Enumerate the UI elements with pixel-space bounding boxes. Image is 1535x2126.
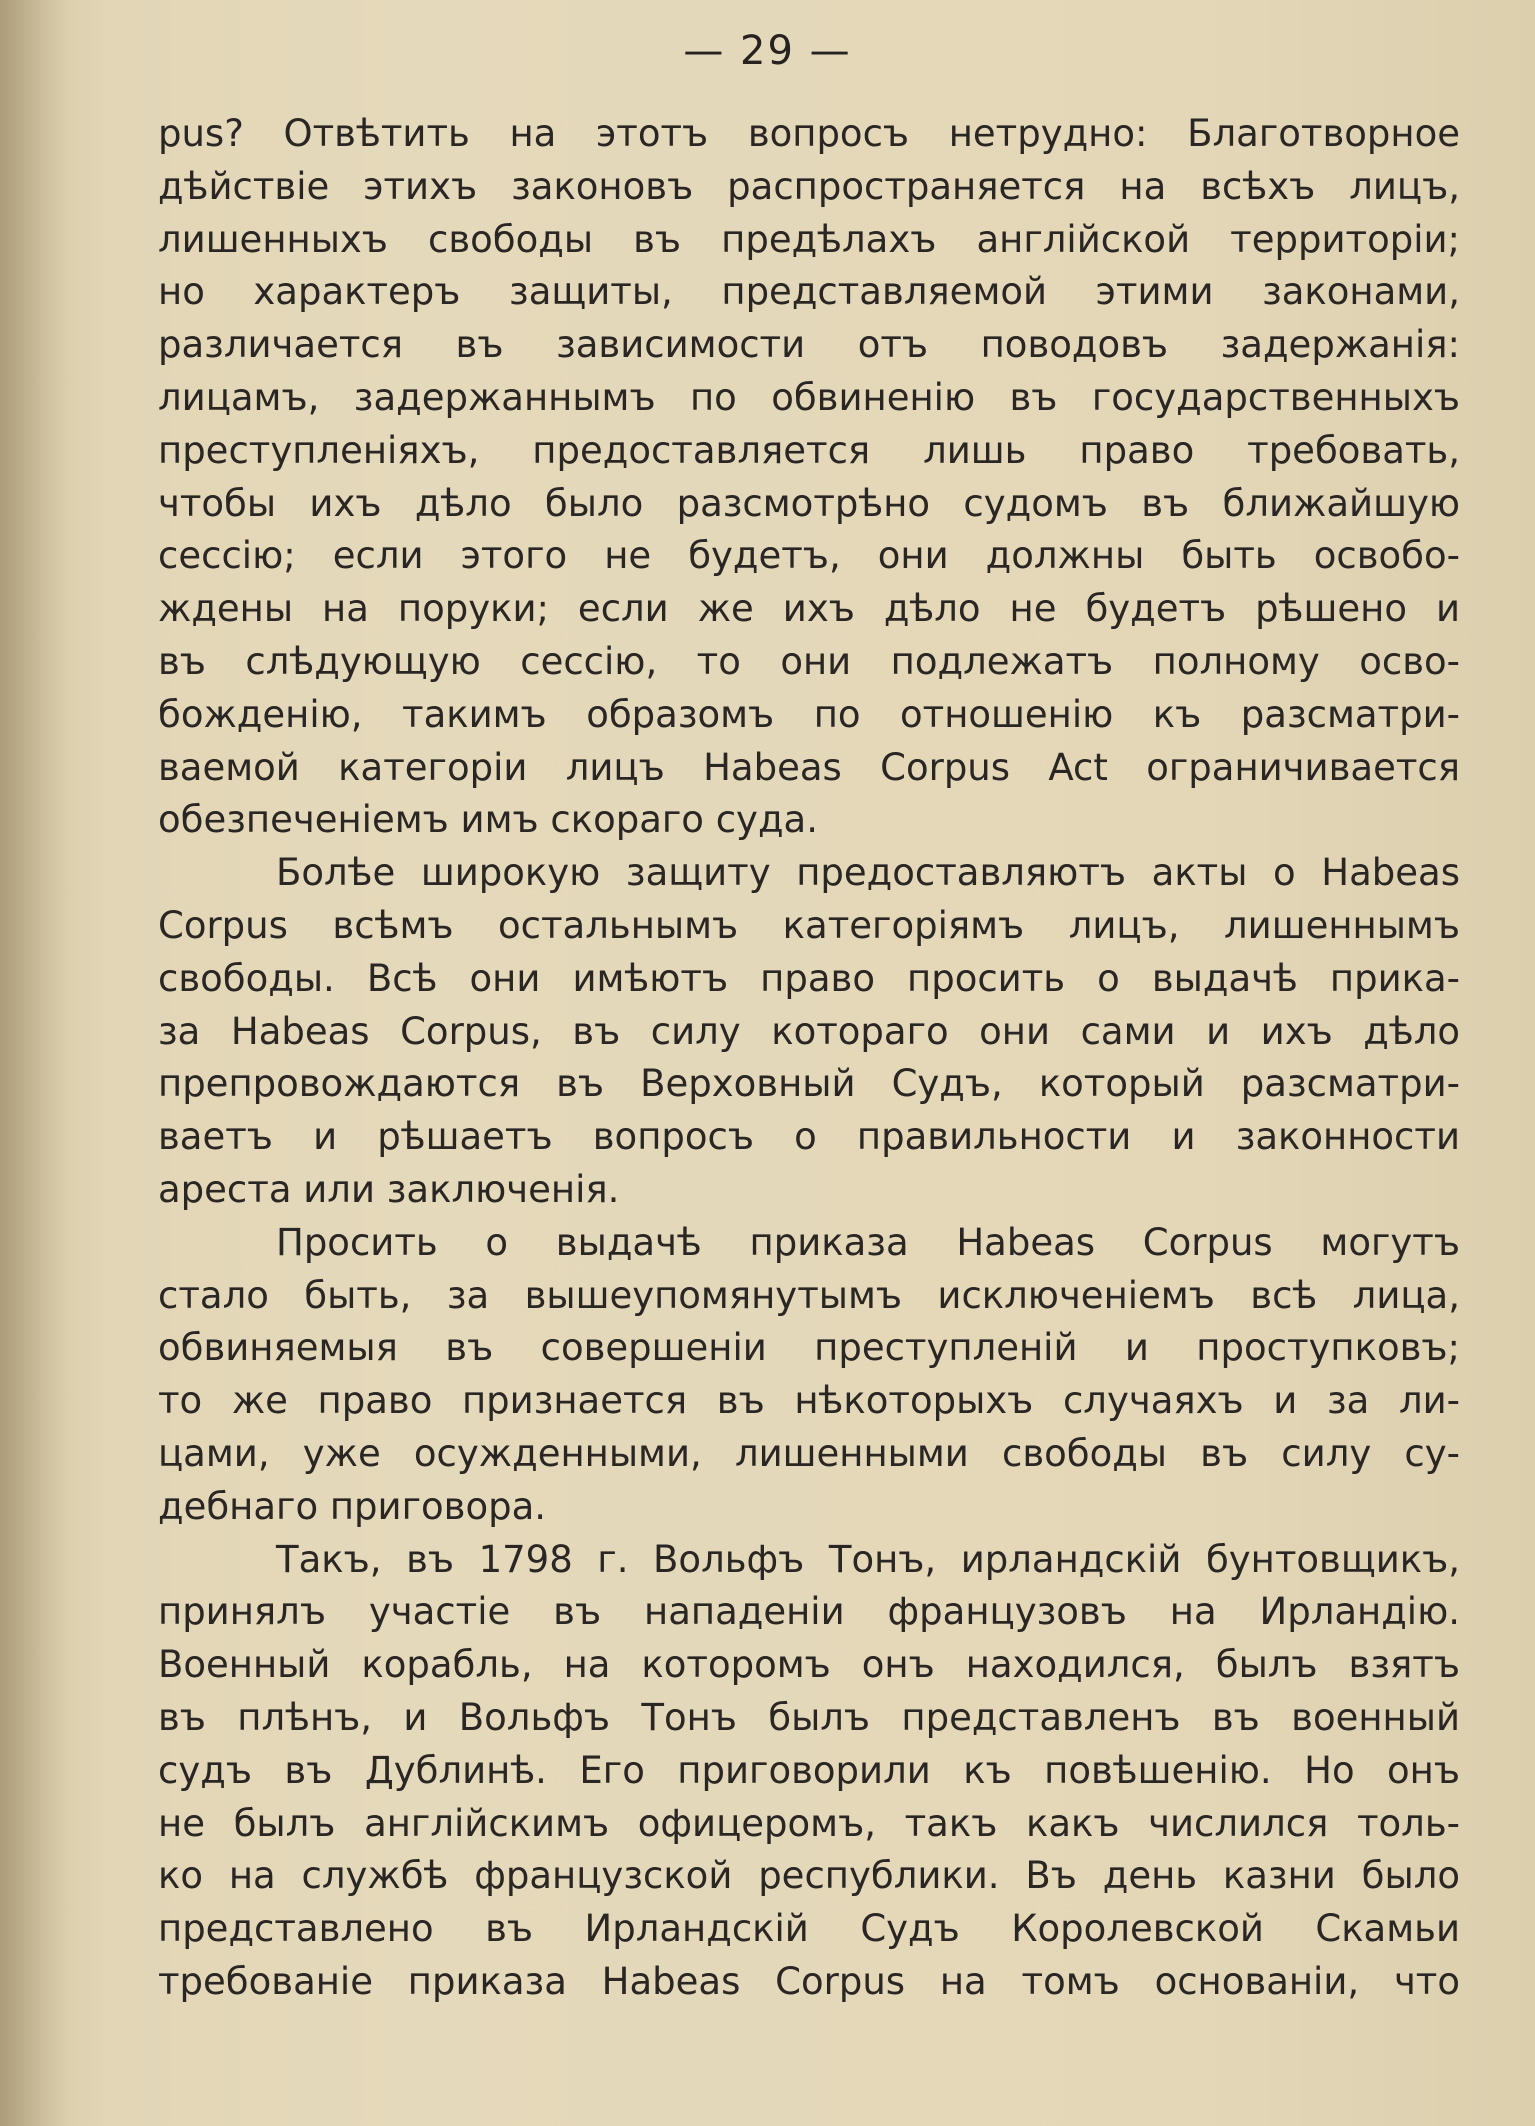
text-line: божденію, такимъ образомъ по отношенію къ разсматри- — [158, 692, 1460, 736]
text-line: ко на службѣ французской республики. Въ день казни было — [158, 1854, 1460, 1898]
text-line: требованіе приказа Habeas Corpus на томъ основаніи, что — [158, 1959, 1460, 2003]
body-text — [158, 108, 1460, 2009]
text-line: чтобы ихъ дѣло было разсмотрѣно судомъ въ ближайшую — [158, 481, 1460, 525]
text-line: но характеръ защиты, представляемой этими законами, — [158, 270, 1460, 314]
text-line: лишенныхъ свободы въ предѣлахъ англійской территоріи; — [158, 217, 1460, 261]
text-line: дѣйствіе этихъ законовъ распространяется на всѣхъ лицъ, — [158, 164, 1460, 208]
text-line: Военный корабль, на которомъ онъ находился, былъ взятъ — [158, 1643, 1460, 1687]
text-line: представлено въ Ирландскій Судъ Королевской Скамьи — [158, 1907, 1460, 1951]
text-line: различается въ зависимости отъ поводовъ задержанія: — [158, 323, 1460, 367]
text-line: свободы. Всѣ они имѣютъ право просить о выдачѣ прика- — [158, 956, 1460, 1000]
text-line: Просить о выдачѣ приказа Habeas Corpus могутъ — [276, 1220, 1460, 1264]
text-line: не былъ англійскимъ офицеромъ, такъ какъ числился толь- — [158, 1801, 1460, 1845]
text-line: преступленіяхъ, предоставляется лишь право требовать, — [158, 428, 1460, 472]
text-line: pus? Отвѣтить на этотъ вопросъ нетрудно: Благотворное — [158, 112, 1460, 155]
text-line: сессію; если этого не будетъ, они должны быть освобо- — [158, 534, 1460, 578]
text-line: за Habeas Corpus, въ силу котораго они сами и ихъ дѣло — [158, 1009, 1460, 1053]
text-line: ваетъ и рѣшаетъ вопросъ о правильности и законности — [158, 1115, 1460, 1159]
text-line: то же право признается въ нѣкоторыхъ случаяхъ и за ли- — [158, 1379, 1460, 1423]
text-line: въ слѣдующую сессію, то они подлежатъ полному осво- — [158, 639, 1460, 683]
text-line: дебнаго приговора. — [158, 1484, 547, 1528]
text-line: въ плѣнъ, и Вольфъ Тонъ былъ представленъ въ военный — [158, 1695, 1460, 1739]
text-line: ждены на поруки; если же ихъ дѣло не будетъ рѣшено и — [158, 587, 1460, 631]
text-line: лицамъ, задержаннымъ по обвиненію въ государственныхъ — [158, 375, 1460, 419]
text-line: цами, уже осужденными, лишенными свободы въ силу су- — [158, 1431, 1460, 1475]
page-number: — 29 — — [683, 28, 852, 74]
text-line: ареста или заключенія. — [158, 1167, 620, 1211]
text-line: принялъ участіе въ нападеніи французовъ на Ирландію. — [158, 1590, 1460, 1634]
text-line: Болѣе широкую защиту предоставляютъ акты о Habeas — [276, 851, 1460, 895]
text-line: обезпеченіемъ имъ скораго суда. — [158, 798, 818, 842]
text-line: Corpus всѣмъ остальнымъ категоріямъ лицъ, лишеннымъ — [158, 903, 1460, 947]
text-line: Такъ, въ 1798 г. Вольфъ Тонъ, ирландскій бунтовщикъ, — [276, 1537, 1460, 1581]
text-line: препровождаются въ Верховный Судъ, который разсматри- — [158, 1062, 1460, 1106]
text-line: ваемой категоріи лицъ Habeas Corpus Act ограничивается — [158, 745, 1460, 789]
text-line: судъ въ Дублинѣ. Его приговорили къ повѣшенію. Но онъ — [158, 1748, 1460, 1792]
spine-shadow — [0, 0, 70, 2126]
text-line: стало быть, за вышеупомянутымъ исключеніемъ всѣ лица, — [158, 1273, 1460, 1317]
text-line: обвиняемыя въ совершеніи преступленій и проступковъ; — [158, 1326, 1460, 1370]
